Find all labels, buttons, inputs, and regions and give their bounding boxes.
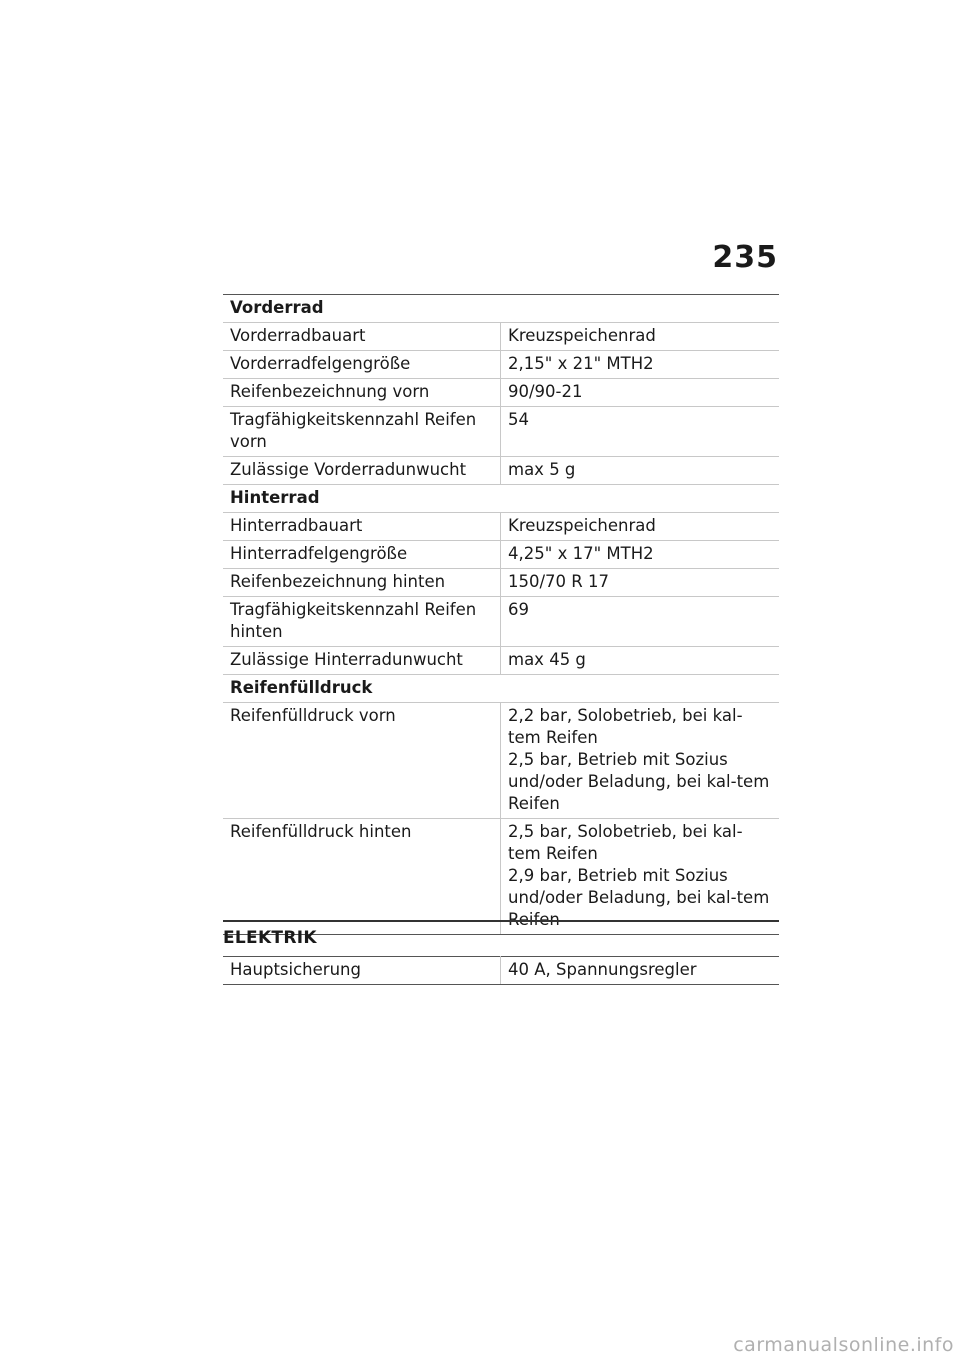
table-row xyxy=(223,647,779,675)
spec-label: Reifenbezeichnung hinten xyxy=(223,569,501,597)
spec-label: Hauptsicherung xyxy=(223,957,501,985)
group-header-hinterrad xyxy=(223,485,779,513)
group-title: Hinterrad xyxy=(223,485,779,513)
table-row xyxy=(223,323,779,351)
spec-value: Kreuzspeichenrad xyxy=(501,513,780,541)
spec-label: Vorderradbauart xyxy=(223,323,501,351)
spec-value: 90/90-21 xyxy=(501,379,780,407)
spec-label: Zulässige Hinterradunwucht xyxy=(223,647,501,675)
page-number: 235 xyxy=(712,240,778,275)
spec-value: 54 xyxy=(501,407,780,457)
spec-value: 40 A, Spannungsregler xyxy=(501,957,780,985)
spec-label: Reifenbezeichnung vorn xyxy=(223,379,501,407)
spec-value: Kreuzspeichenrad xyxy=(501,323,780,351)
table-row xyxy=(223,819,779,935)
spec-label: Vorderradfelgengröße xyxy=(223,351,501,379)
table-row xyxy=(223,407,779,457)
spec-table-wheels xyxy=(223,294,779,935)
spec-value: 150/70 R 17 xyxy=(501,569,780,597)
table-row xyxy=(223,541,779,569)
table-row xyxy=(223,457,779,485)
table-row xyxy=(223,957,779,985)
spec-value: 2,15" x 21" MTH2 xyxy=(501,351,780,379)
spec-label: Hinterradbauart xyxy=(223,513,501,541)
group-title: Reifenfülldruck xyxy=(223,675,779,703)
spec-label: Tragfähigkeitskennzahl Reifen vorn xyxy=(223,407,501,457)
spec-label: Reifenfülldruck hinten xyxy=(223,819,501,935)
spec-value: max 45 g xyxy=(501,647,780,675)
spec-value: 69 xyxy=(501,597,780,647)
spec-label: Hinterradfelgengröße xyxy=(223,541,501,569)
table-row xyxy=(223,513,779,541)
section-title-elektrik: ELEKTRIK xyxy=(223,920,779,948)
table-row xyxy=(223,569,779,597)
table-row xyxy=(223,351,779,379)
spec-value: 4,25" x 17" MTH2 xyxy=(501,541,780,569)
group-title: Vorderrad xyxy=(223,295,779,323)
spec-label: Zulässige Vorderradunwucht xyxy=(223,457,501,485)
spec-value: 2,5 bar, Solobetrieb, bei kal-tem Reifen 2,9 bar, Betrieb mit Sozius und/oder Beladung, bei kal-tem Reifen xyxy=(501,819,780,935)
watermark: carmanualsonline.info xyxy=(733,1334,954,1356)
table-row xyxy=(223,703,779,819)
spec-label: Reifenfülldruck vorn xyxy=(223,703,501,819)
table-row xyxy=(223,597,779,647)
group-header-reifenfuelldruck xyxy=(223,675,779,703)
spec-table-elektrik xyxy=(223,956,779,985)
spec-label: Tragfähigkeitskennzahl Reifen hinten xyxy=(223,597,501,647)
group-header-vorderrad xyxy=(223,295,779,323)
spec-value: max 5 g xyxy=(501,457,780,485)
spec-value: 2,2 bar, Solobetrieb, bei kal-tem Reifen 2,5 bar, Betrieb mit Sozius und/oder Beladung, bei kal-tem Reifen xyxy=(501,703,780,819)
table-row xyxy=(223,379,779,407)
